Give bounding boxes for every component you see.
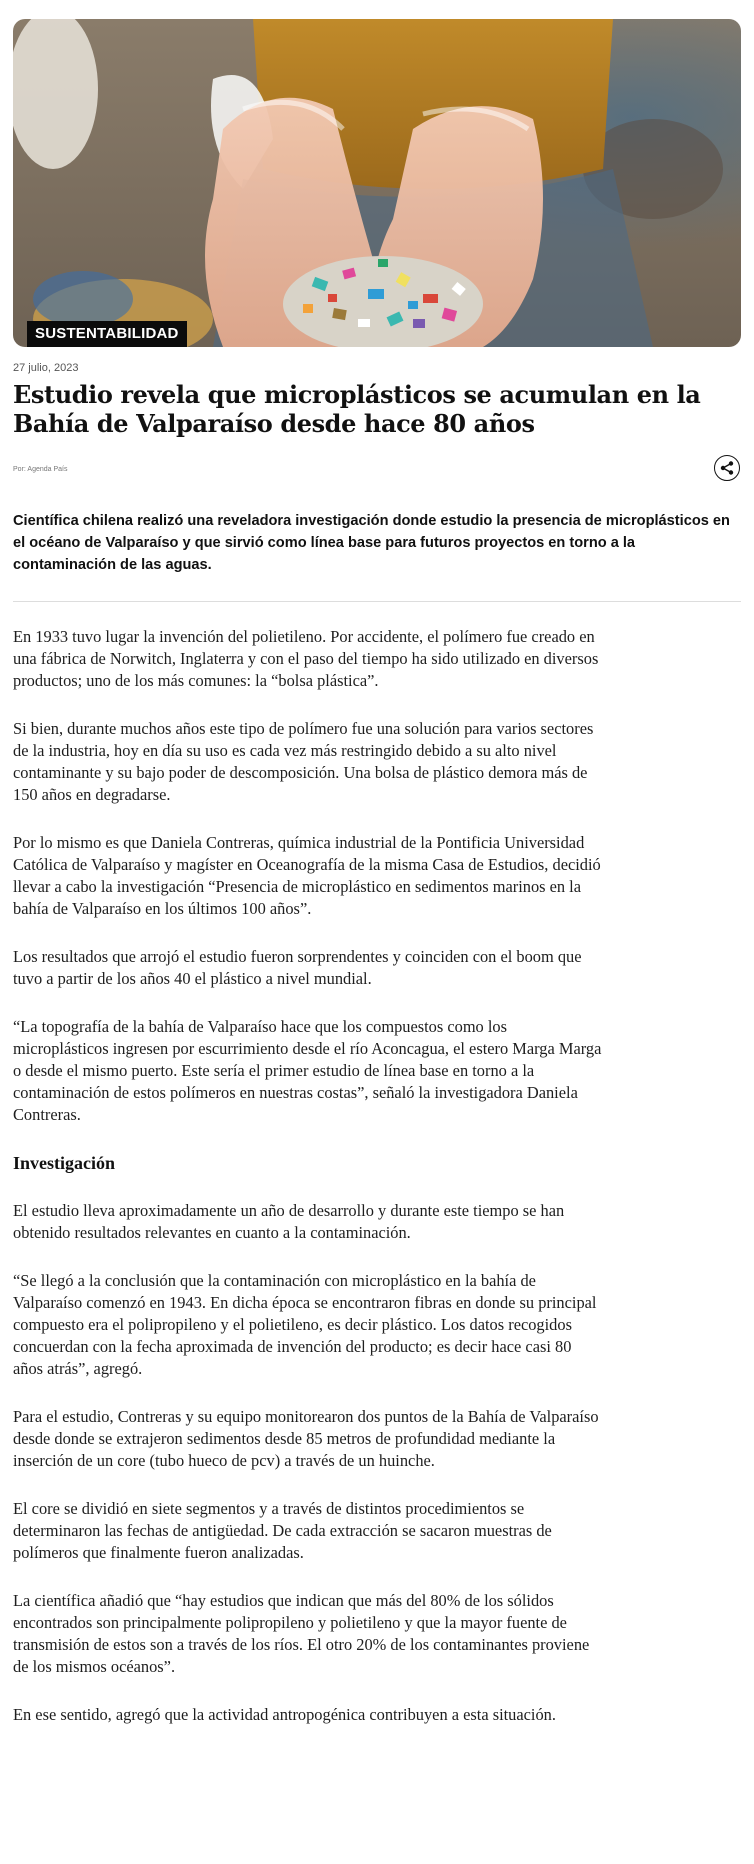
body-paragraph: El core se dividió en siete segmentos y a través de distintos procedimientos se determinaron las fechas de antigüedad. De cada extracción se sacaron muestras de polímeros que finalmente fueron analizadas.	[13, 1499, 552, 1562]
category-badge[interactable]: SUSTENTABILIDAD	[27, 321, 187, 347]
body-paragraph: El estudio lleva aproximadamente un año de desarrollo y durante este tiempo se han obtenido resultados relevantes en cuanto a la contaminación.	[13, 1201, 565, 1242]
publish-date: 27 julio, 2023	[13, 362, 79, 374]
body-paragraph: Por lo mismo es que Daniela Contreras, química industrial de la Pontificia Universidad Católica de Valparaíso y magíster en Oceanografía de la misma Casa de Estudios, decidió llevar a cabo la investigación “Presencia de microplástico en sedimentos marinos en la bahía de Valparaíso en los últimos 100 años”.	[13, 833, 601, 918]
hero-photo-illustration	[13, 19, 741, 347]
share-icon	[719, 460, 735, 476]
article-body	[13, 626, 603, 1752]
body-paragraph: “La topografía de la bahía de Valparaíso hace que los compuestos como los microplásticos ingresen por escurrimiento desde el río Aconcagua, el estero Marga Marga o desde el mismo puerto. Este sería el primer estudio de línea base en torno a la contaminación de estos polímeros en nuestras costas”, señaló la investigadora Daniela Contreras.	[13, 1017, 602, 1124]
section-heading: Investigación	[13, 1153, 116, 1173]
article-lede: Científica chilena realizó una reveladora investigación donde estudio la presencia de microplásticos en el océano de Valparaíso y que sirvió como línea base para futuros proyectos en torno a la contaminación de las aguas.	[13, 513, 730, 573]
author-byline: Por: Agenda País	[13, 466, 68, 473]
share-button[interactable]	[714, 455, 740, 481]
body-paragraph: En ese sentido, agregó que la actividad antropogénica contribuyen a esta situación.	[13, 1705, 556, 1724]
body-paragraph: “Se llegó a la conclusión que la contaminación con microplástico en la bahía de Valparaíso comenzó en 1943. En dicha época se encontraron fibras en donde su principal compuesto era el polipropileno y el polietileno, es decir plástico. Los datos recogidos concuerdan con la fecha aproximada de invención del producto; es decir hace casi 80 años atrás”, agregó.	[13, 1271, 597, 1378]
body-paragraph: En 1933 tuvo lugar la invención del polietileno. Por accidente, el polímero fue creado en una fábrica de Norwitch, Inglaterra y con el paso del tiempo ha sido utilizado en diversos productos; uno de los más comunes: la “bolsa plástica”.	[13, 627, 599, 690]
body-paragraph: Los resultados que arrojó el estudio fueron sorprendentes y coinciden con el boom que tuvo a partir de los años 40 el plástico a nivel mundial.	[13, 947, 582, 988]
body-paragraph: Si bien, durante muchos años este tipo de polímero fue una solución para varios sectores de la industria, hoy en día su uso es cada vez más restringido debido a su alto nivel contaminante y su bajo poder de descomposición. Una bolsa de plástico demora más de 150 años en degradarse.	[13, 719, 594, 804]
hero-image	[13, 19, 741, 347]
body-paragraph: Para el estudio, Contreras y su equipo monitorearon dos puntos de la Bahía de Valparaíso desde donde se extrajeron sedimentos desde 85 metros de profundidad mediante la inserción de un core (tubo hueco de pcv) a través de un huinche.	[13, 1407, 599, 1470]
divider	[13, 601, 741, 602]
article-title: Estudio revela que microplásticos se acumulan en la Bahía de Valparaíso desde hace 80 años	[13, 380, 701, 438]
body-paragraph: La científica añadió que “hay estudios que indican que más del 80% de los sólidos encontrados son principalmente polipropileno y polietileno y que la mayor fuente de transmisión de estos son a través de los ríos. El otro 20% de los contaminantes proviene de los mismos océanos”.	[13, 1591, 590, 1676]
